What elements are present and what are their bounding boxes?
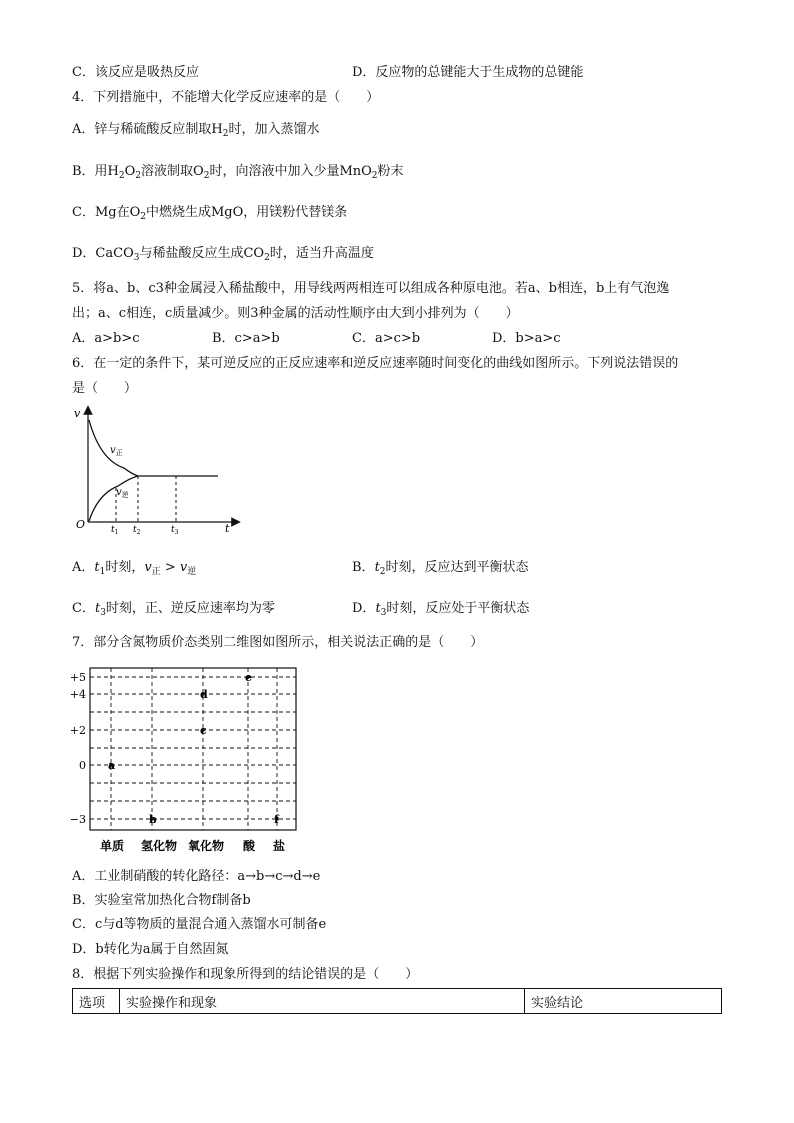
q6-option-a: A．$t_1$时刻，$v_正 > v_逆$ (72, 560, 197, 577)
forward-rate-curve (89, 420, 218, 476)
q4-stem: 4．下列措施中，不能增大化学反应速率的是（ ） (72, 90, 380, 105)
x-tick-label: 单质 (99, 839, 125, 853)
q6-option-d: D．$t_3$时刻，反应处于平衡状态 (352, 601, 530, 618)
q7-option-d: D．b转化为a属于自然固氮 (72, 942, 229, 957)
table-header-row (73, 989, 722, 1014)
q5-stem-line2: 出；a、c相连，c质量减少。则3种金属的活动性顺序由大到小排列为（ ） (72, 306, 519, 321)
q4-option-b: B．用$H_2O_2$溶液制取$O_2$时，向溶液中加入少量MnO$_2$粉末 (72, 164, 404, 181)
y-tick-label: −3 (69, 813, 86, 826)
header-option: 选项 (73, 989, 120, 1014)
point-label-a: a (108, 759, 116, 772)
reverse-rate-curve (89, 476, 138, 521)
q7-option-b: B．实验室常加热化合物f制备b (72, 893, 251, 908)
q3-option-d: D．反应物的总键能大于生成物的总键能 (352, 65, 584, 80)
q6-stem-line2: 是（ ） (72, 381, 138, 396)
y-axis-label: v (74, 407, 81, 420)
q5-option-a: A．a>b>c (72, 331, 140, 346)
q7-stem: 7．部分含氮物质价态类别二维图如图所示，相关说法正确的是（ ） (72, 635, 484, 650)
chart-frame (90, 668, 296, 830)
q4-option-a: A．锌与稀硫酸反应制取$H_2$时，加入蒸馏水 (72, 122, 320, 139)
point-label-c: c (200, 724, 207, 737)
q4-option-d: D．CaCO$_3$与稀盐酸反应生成$CO_2$时，适当升高温度 (72, 246, 374, 263)
q3-option-c: C．该反应是吸热反应 (72, 65, 199, 80)
q5-option-b: B．c>a>b (212, 331, 280, 346)
t2-label: $t_2$ (133, 525, 141, 536)
q5-option-d: D．b>a>c (492, 331, 561, 346)
header-operation: 实验操作和现象 (120, 989, 525, 1014)
point-label-d: d (200, 688, 208, 701)
q5-option-c: C．a>c>b (352, 331, 421, 346)
q8-stem: 8．根据下列实验操作和现象所得到的结论错误的是（ ） (72, 967, 419, 982)
forward-rate-label: $v_正$ (110, 445, 123, 457)
point-label-e: e (245, 671, 252, 684)
header-conclusion: 实验结论 (525, 989, 722, 1014)
x-tick-label: 氢化物 (140, 839, 178, 853)
origin-label: O (76, 518, 86, 531)
x-axis-label: t (225, 522, 230, 535)
t3-label: $t_3$ (171, 525, 179, 536)
y-tick-label: +5 (69, 671, 86, 684)
x-tick-label: 盐 (272, 839, 286, 853)
t1-label: $t_1$ (111, 525, 119, 536)
q4-option-c: C．Mg在$O_2$中燃烧生成MgO，用镁粉代替镁条 (72, 205, 348, 222)
y-tick-label: +4 (69, 688, 86, 701)
point-label-f: f (274, 813, 279, 826)
q7-option-a: A．工业制硝酸的转化路径：a→b→c→d→e (72, 869, 321, 884)
reverse-rate-label: $v_逆$ (116, 487, 129, 499)
q5-stem-line1: 5．将a、b、c3种金属浸入稀盐酸中，用导线两两相连可以组成各种原电池。若a、b相连，b上有气泡逸 (72, 281, 670, 296)
y-tick-label: +2 (69, 724, 86, 737)
y-tick-label: 0 (79, 759, 86, 772)
q6-option-b: B．$t_2$时刻，反应达到平衡状态 (352, 560, 529, 577)
valence-class-chart (66, 662, 306, 858)
q7-option-c: C．c与d等物质的量混合通入蒸馏水可制备e (72, 917, 327, 932)
q6-stem-line1: 6．在一定的条件下，某可逆反应的正反应速率和逆反应速率随时间变化的曲线如图所示。下列说法错误的 (72, 356, 679, 371)
x-tick-label: 氧化物 (187, 839, 225, 853)
point-label-b: b (149, 813, 157, 826)
q8-table (72, 988, 722, 1014)
rate-time-graph (70, 404, 245, 536)
x-tick-label: 酸 (242, 839, 256, 853)
q6-option-c: C．$t_3$时刻，正、逆反应速率均为零 (72, 601, 275, 618)
